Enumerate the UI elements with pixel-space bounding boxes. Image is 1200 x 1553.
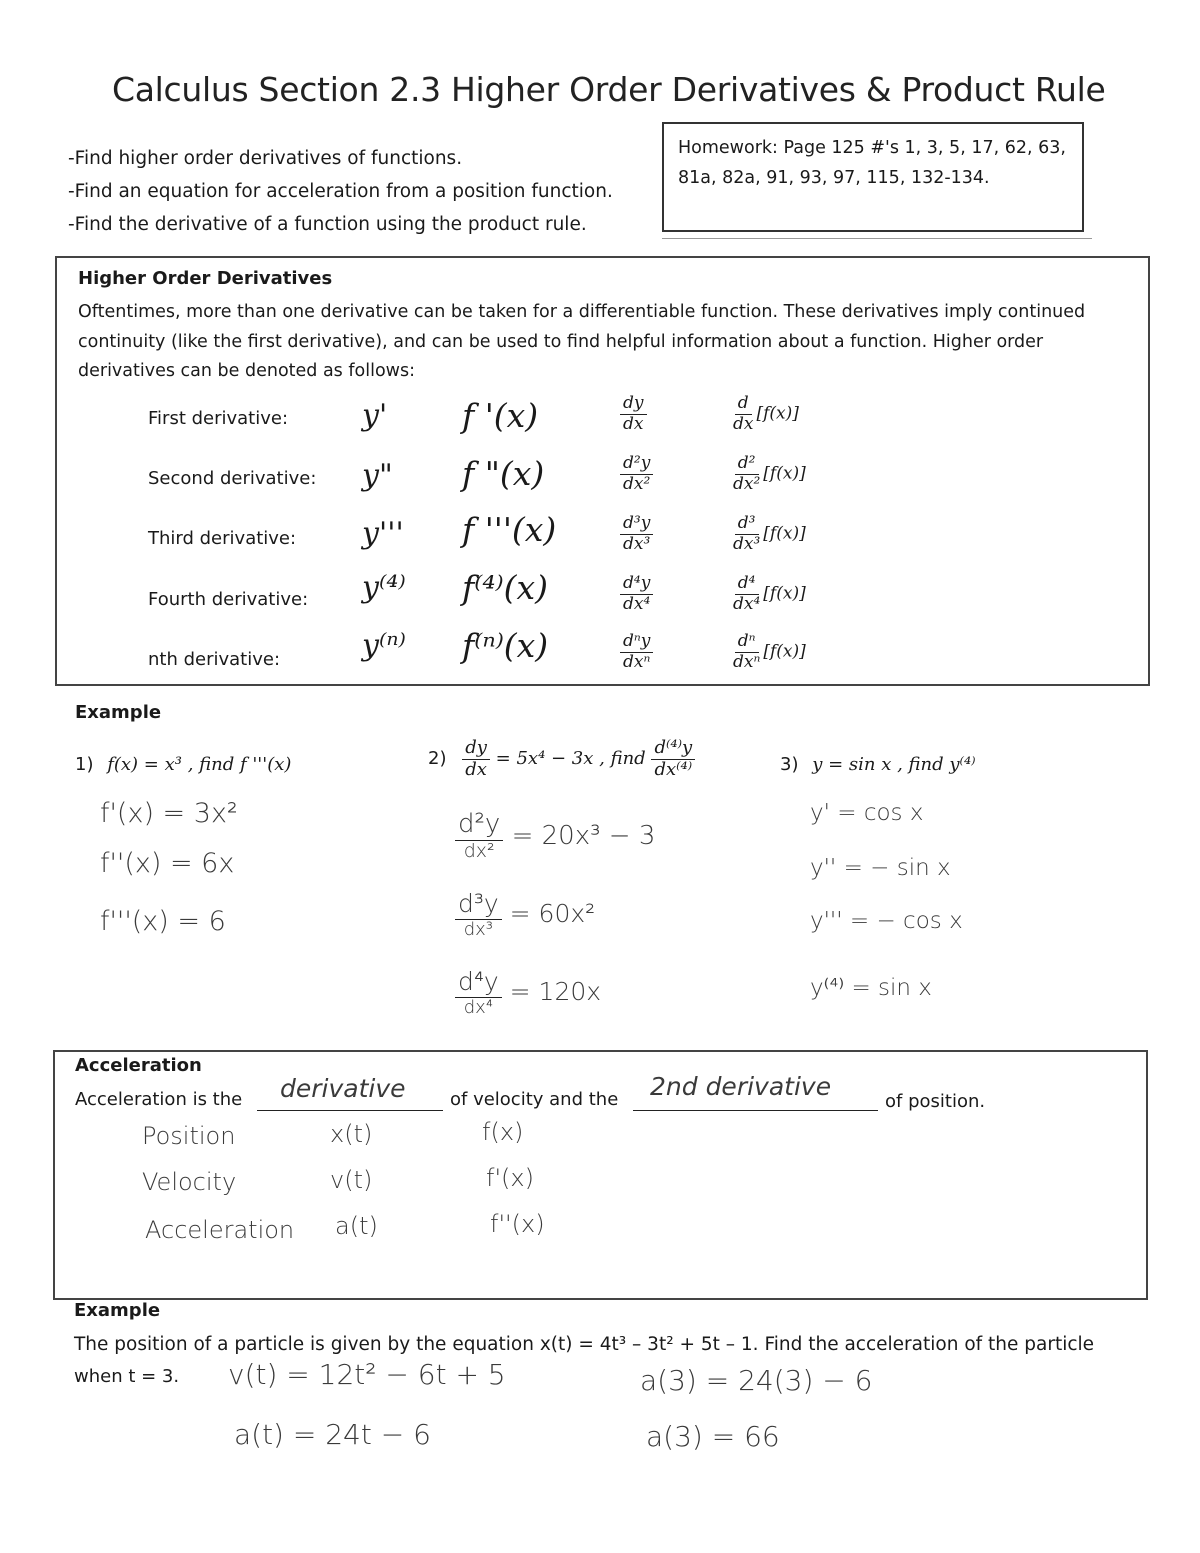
motion-name: Position [142,1122,236,1150]
leibniz-num: dⁿy [620,632,653,653]
leibniz-notation [620,454,653,494]
p1-work-1: f'(x) = 3x² [100,798,238,829]
function-notation: f⁽⁴⁾(x) [462,568,549,607]
operator-num: dⁿ [735,632,759,653]
operator-den: dx [733,413,754,434]
leibniz-den: dx² [623,473,651,494]
given-num: dy [462,738,490,760]
find-den: dx⁽⁴⁾ [654,758,693,780]
operator-num: d [735,394,752,415]
objective-2: -Find an equation for acceleration from a position function. [68,181,613,202]
problem-3-text: y = sin x , find y⁽⁴⁾ [812,754,976,775]
operator-num: d³ [735,514,759,535]
leibniz-num: d³y [620,514,653,535]
work-rhs: = 120x [509,977,602,1007]
problem-3 [780,754,976,775]
function-notation: f "(x) [462,454,545,493]
leibniz-notation [620,632,653,672]
operator-den: dx⁴ [733,593,761,614]
ex2-work-left-1: v(t) = 12t² − 6t + 5 [228,1358,506,1391]
operator-num: d⁴ [735,574,759,595]
problem-number: 2) [428,748,447,770]
p3-work-2: y'' = − sin x [810,855,951,881]
problem-1 [75,754,291,775]
ex2-work-right-2: a(3) = 66 [646,1420,780,1453]
work-den: dx³ [463,918,493,940]
blank-1-line [257,1110,443,1111]
motion-f: f(x) [482,1118,524,1146]
leibniz-num: d⁴y [620,574,653,595]
operator-body: [f(x)] [763,523,806,544]
hod-heading: Higher Order Derivatives [78,268,333,289]
leibniz-num: dy [620,394,647,415]
acceleration-heading: Acceleration [75,1055,202,1076]
homework-box [662,122,1084,232]
p3-work-1: y' = cos x [810,800,924,826]
problem-number: 1) [75,754,94,775]
operator-notation [730,454,806,494]
motion-f: f''(x) [490,1210,545,1238]
leibniz-notation [620,514,653,554]
ex2-work-right-1: a(3) = 24(3) − 6 [640,1364,873,1397]
example-2-heading: Example [74,1300,161,1321]
row-label: nth derivative: [148,649,281,670]
operator-notation [730,632,806,672]
leibniz-num: d²y [620,454,653,475]
operator-body: [f(x)] [763,463,806,484]
given-rest: = 5x⁴ − 3x , find [495,748,646,770]
motion-name: Acceleration [145,1216,295,1244]
blank-2-answer: 2nd derivative [650,1072,832,1101]
operator-body: [f(x)] [763,583,806,604]
function-notation: f '(x) [462,396,539,435]
work-num: d⁴y [455,968,502,998]
p2-work-3 [455,968,601,1018]
operator-den: dxⁿ [733,651,761,672]
find-num: d⁽⁴⁾y [651,738,695,760]
p1-work-2: f''(x) = 6x [100,848,235,879]
blank-2-line [633,1110,878,1111]
header-rule [662,238,1092,239]
work-num: d²y [455,810,503,841]
motion-t: a(t) [335,1212,378,1240]
p2-work-2 [455,890,595,940]
homework-line-1: Homework: Page 125 #'s 1, 3, 5, 17, 62, 63, [678,138,1066,158]
operator-notation [730,514,806,554]
leibniz-notation [620,394,647,434]
work-den: dx² [463,839,495,862]
leibniz-notation [620,574,653,614]
motion-t: x(t) [330,1120,373,1148]
page-title: Calculus Section 2.3 Higher Order Derivatives & Product Rule [112,70,1106,109]
example-heading: Example [75,702,162,723]
work-rhs: = 20x³ − 3 [511,820,656,851]
row-label: Fourth derivative: [148,589,309,610]
problem-1-text: f(x) = x³ , find f '''(x) [107,754,292,775]
hod-intro: Oftentimes, more than one derivative can be taken for a differentiable function. These derivatives imply continued continuity (like the first derivative), and can be used to find helpful information about a function. Higher order derivatives can be denoted as follows: [78,302,1086,381]
row-label: Second derivative: [148,468,317,489]
p2-work-1 [455,810,655,863]
problem-2 [428,738,695,780]
work-rhs: = 60x² [509,899,596,929]
operator-num: d² [735,454,759,475]
ex2-work-left-2: a(t) = 24t − 6 [234,1418,431,1451]
objective-1: -Find higher order derivatives of functions. [68,148,463,169]
prime-notation: y' [362,398,388,433]
example-2-line-1: The position of a particle is given by the equation x(t) = 4t³ – 3t² + 5t – 1. Find the acceleration of the particle [74,1334,1095,1355]
operator-notation [730,394,799,434]
prime-notation: y" [362,458,393,493]
row-label: Third derivative: [148,528,297,549]
p3-work-3: y''' = − cos x [810,908,963,934]
acceleration-s2: of velocity and the [450,1089,619,1110]
problem-number: 3) [780,754,799,775]
leibniz-den: dx³ [623,533,651,554]
acceleration-s3: of position. [885,1091,986,1112]
blank-1-answer: derivative [280,1074,406,1103]
example-2-line-2: when t = 3. [74,1366,180,1387]
operator-den: dx³ [733,533,761,554]
leibniz-den: dx⁴ [623,593,651,614]
prime-notation: y⁽⁴⁾ [362,570,406,605]
prime-notation: y⁽ⁿ⁾ [362,628,406,663]
operator-body: [f(x)] [756,403,799,424]
p1-work-3: f'''(x) = 6 [100,906,226,937]
work-den: dx⁴ [463,996,493,1018]
motion-f: f'(x) [486,1164,534,1192]
objective-3: -Find the derivative of a function using the product rule. [68,214,587,235]
acceleration-s1: Acceleration is the [75,1089,243,1110]
motion-t: v(t) [330,1166,373,1194]
operator-den: dx² [733,473,761,494]
operator-notation [730,574,806,614]
motion-name: Velocity [142,1168,237,1196]
operator-body: [f(x)] [763,641,806,662]
given-den: dx [465,758,487,780]
work-num: d³y [455,890,502,920]
function-notation: f⁽ⁿ⁾(x) [462,626,549,665]
row-label: First derivative: [148,408,289,429]
p3-work-4: y⁽⁴⁾ = sin x [810,975,932,1001]
homework-line-2: 81a, 82a, 91, 93, 97, 115, 132-134. [678,168,990,188]
leibniz-den: dxⁿ [623,651,651,672]
leibniz-den: dx [623,413,644,434]
prime-notation: y''' [362,516,404,551]
function-notation: f '''(x) [462,510,557,549]
